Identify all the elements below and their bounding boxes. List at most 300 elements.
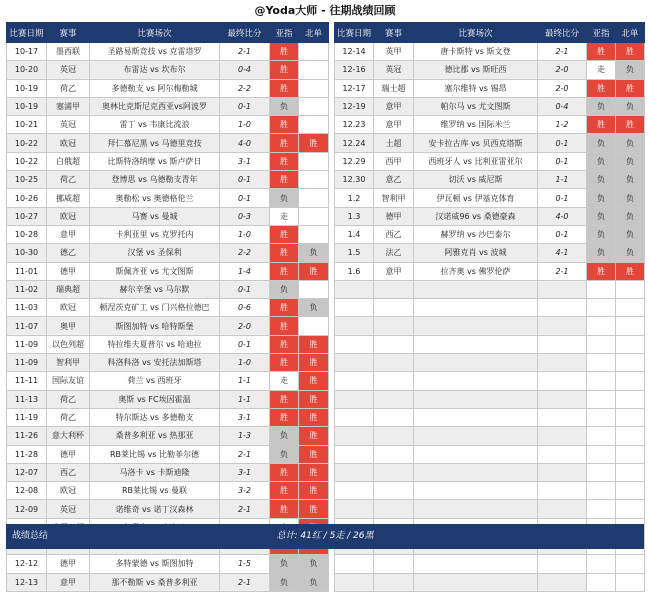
- beidan-result: [616, 317, 645, 335]
- match-name: 切沃 vs 威尼斯: [414, 171, 538, 189]
- final-score: [538, 372, 587, 390]
- asian-handicap-result: 胜: [587, 43, 616, 61]
- table-row: [7, 317, 329, 335]
- league-name: 以色列超: [47, 335, 90, 353]
- beidan-result: 胜: [299, 390, 329, 408]
- beidan-result: [299, 61, 329, 79]
- final-score: 2-2: [220, 244, 270, 262]
- final-score: 4-0: [538, 207, 587, 225]
- league-name: 德甲: [374, 207, 414, 225]
- final-score: 0-6: [220, 299, 270, 317]
- match-date: [335, 390, 374, 408]
- beidan-result: 负: [299, 555, 329, 573]
- match-name: 伊瓦顿 vs 伊基克体育: [414, 189, 538, 207]
- asian-handicap-result: 胜: [270, 171, 299, 189]
- final-score: 0-1: [220, 280, 270, 298]
- asian-handicap-result: 负: [587, 97, 616, 115]
- match-name: 马赛 vs 曼城: [90, 207, 220, 225]
- table-row: [7, 97, 329, 115]
- left-record-table: [6, 22, 329, 592]
- final-score: [538, 317, 587, 335]
- final-score: 2-0: [220, 317, 270, 335]
- asian-handicap-result: 负: [270, 280, 299, 298]
- final-score: 0-1: [220, 97, 270, 115]
- match-date: 12.23: [335, 116, 374, 134]
- match-date: 11-13: [7, 390, 47, 408]
- final-score: [538, 500, 587, 518]
- match-date: 11-09: [7, 354, 47, 372]
- match-name: RB莱比锡 vs 比勒菲尔德: [90, 445, 220, 463]
- asian-handicap-result: 负: [587, 207, 616, 225]
- league-name: 英冠: [47, 61, 90, 79]
- table-row: [335, 390, 645, 408]
- table-row: [7, 427, 329, 445]
- league-name: 意甲: [374, 262, 414, 280]
- table-row: [335, 116, 645, 134]
- final-score: 1-1: [538, 171, 587, 189]
- league-name: [374, 427, 414, 445]
- table-row: [335, 317, 645, 335]
- asian-handicap-result: 胜: [270, 299, 299, 317]
- asian-handicap-result: 胜: [270, 262, 299, 280]
- asian-handicap-result: 负: [587, 134, 616, 152]
- asian-handicap-result: 胜: [587, 116, 616, 134]
- league-name: 欧冠: [47, 482, 90, 500]
- match-name: 拉齐奥 vs 佛罗伦萨: [414, 262, 538, 280]
- table-row: [7, 463, 329, 481]
- table-row: [7, 189, 329, 207]
- summary-bar: [6, 524, 644, 549]
- league-name: 欧冠: [47, 299, 90, 317]
- match-name: 桑普多利亚 vs 热那亚: [90, 427, 220, 445]
- league-name: 欧冠: [47, 207, 90, 225]
- asian-handicap-result: 胜: [270, 335, 299, 353]
- league-name: 德甲: [47, 262, 90, 280]
- table-row: [335, 61, 645, 79]
- league-name: [374, 280, 414, 298]
- match-name: 雷丁 vs 韦康比流浪: [90, 116, 220, 134]
- league-name: 英甲: [374, 43, 414, 61]
- page-title: @Yoda大师 - 往期战绩回顾: [254, 4, 396, 17]
- table-row: [7, 500, 329, 518]
- match-date: 10-19: [7, 79, 47, 97]
- match-date: 11-09: [7, 335, 47, 353]
- final-score: 3-1: [220, 152, 270, 170]
- match-name: 顿涅茨克矿工 vs 门兴格拉德巴: [90, 299, 220, 317]
- asian-handicap-result: 胜: [270, 116, 299, 134]
- asian-handicap-result: 胜: [270, 354, 299, 372]
- match-date: [335, 299, 374, 317]
- match-name: 奥勒松 vs 奥德格伦兰: [90, 189, 220, 207]
- asian-handicap-result: 胜: [270, 152, 299, 170]
- asian-handicap-result: 负: [270, 555, 299, 573]
- match-name: [414, 317, 538, 335]
- final-score: 3-1: [220, 408, 270, 426]
- match-name: [414, 299, 538, 317]
- final-score: 0-4: [538, 97, 587, 115]
- league-name: 瑞士超: [374, 79, 414, 97]
- table-row: [335, 354, 645, 372]
- match-name: 马洛卡 vs 卡斯迪隆: [90, 463, 220, 481]
- final-score: 4-1: [538, 244, 587, 262]
- final-score: 2-1: [220, 573, 270, 591]
- match-date: [335, 317, 374, 335]
- beidan-result: 胜: [299, 500, 329, 518]
- final-score: 3-2: [220, 482, 270, 500]
- match-name: 比斯特洛纳摩 vs 斯卢萨日: [90, 152, 220, 170]
- right-header-row: [335, 23, 645, 43]
- final-score: [538, 280, 587, 298]
- column-header: 赛事: [47, 23, 90, 43]
- table-row: [335, 408, 645, 426]
- match-date: 10-26: [7, 189, 47, 207]
- asian-handicap-result: 负: [270, 189, 299, 207]
- table-row: [7, 445, 329, 463]
- final-score: [538, 427, 587, 445]
- table-row: [335, 280, 645, 298]
- beidan-result: 胜: [299, 445, 329, 463]
- beidan-result: [299, 152, 329, 170]
- asian-handicap-result: [587, 372, 616, 390]
- league-name: [374, 299, 414, 317]
- match-name: [414, 445, 538, 463]
- match-name: 唐卡斯特 vs 斯文登: [414, 43, 538, 61]
- final-score: 1-4: [220, 262, 270, 280]
- match-date: 12-13: [7, 573, 47, 591]
- beidan-result: 胜: [299, 262, 329, 280]
- match-name: 阿雅克肖 vs 波城: [414, 244, 538, 262]
- match-date: 10-30: [7, 244, 47, 262]
- asian-handicap-result: 负: [587, 171, 616, 189]
- table-row: [335, 500, 645, 518]
- beidan-result: [616, 390, 645, 408]
- match-name: 汉诺威96 vs 桑德豪森: [414, 207, 538, 225]
- table-row: [7, 43, 329, 61]
- league-name: [374, 372, 414, 390]
- column-header: 北单: [299, 23, 329, 43]
- match-date: 10-19: [7, 97, 47, 115]
- beidan-result: [299, 207, 329, 225]
- match-name: 多德勒支 vs 阿尔梅勒城: [90, 79, 220, 97]
- match-date: 12-08: [7, 482, 47, 500]
- final-score: 1-1: [220, 390, 270, 408]
- match-name: 帕尔马 vs 尤文图斯: [414, 97, 538, 115]
- league-name: 德甲: [47, 555, 90, 573]
- match-date: 12-14: [335, 43, 374, 61]
- league-name: 英冠: [47, 116, 90, 134]
- league-name: [374, 390, 414, 408]
- table-row: [7, 262, 329, 280]
- league-name: 英冠: [374, 61, 414, 79]
- beidan-result: 胜: [299, 335, 329, 353]
- league-name: 智利甲: [47, 354, 90, 372]
- beidan-result: [299, 116, 329, 134]
- table-row: [7, 482, 329, 500]
- table-row: [335, 43, 645, 61]
- final-score: [538, 299, 587, 317]
- match-date: 12.24: [335, 134, 374, 152]
- asian-handicap-result: 负: [587, 244, 616, 262]
- match-date: 12-07: [7, 463, 47, 481]
- beidan-result: 胜: [616, 79, 645, 97]
- final-score: [538, 463, 587, 481]
- column-header: 最终比分: [220, 23, 270, 43]
- asian-handicap-result: 胜: [270, 79, 299, 97]
- match-date: 1.4: [335, 225, 374, 243]
- asian-handicap-result: [587, 427, 616, 445]
- table-row: [7, 61, 329, 79]
- beidan-result: 负: [616, 189, 645, 207]
- beidan-result: [616, 408, 645, 426]
- table-row: [335, 299, 645, 317]
- match-name: 拜仁慕尼黑 vs 马德里竞技: [90, 134, 220, 152]
- beidan-result: 负: [616, 61, 645, 79]
- match-name: 特拉维夫夏普尔 vs 哈迪拉: [90, 335, 220, 353]
- match-name: 诺维奇 vs 诺丁汉森林: [90, 500, 220, 518]
- final-score: 1-3: [220, 427, 270, 445]
- final-score: 2-1: [220, 500, 270, 518]
- table-row: [335, 225, 645, 243]
- match-name: 赫尔辛堡 vs 马尔默: [90, 280, 220, 298]
- beidan-result: [299, 189, 329, 207]
- asian-handicap-result: 负: [270, 97, 299, 115]
- league-name: 瑞典超: [47, 280, 90, 298]
- match-date: 12.30: [335, 171, 374, 189]
- match-date: [335, 482, 374, 500]
- table-row: [335, 262, 645, 280]
- table-row: [7, 225, 329, 243]
- final-score: 2-0: [538, 79, 587, 97]
- asian-handicap-result: [587, 445, 616, 463]
- asian-handicap-result: 胜: [270, 134, 299, 152]
- match-name: 那不勒斯 vs 桑普多利亚: [90, 573, 220, 591]
- beidan-result: 胜: [299, 372, 329, 390]
- match-date: 10-28: [7, 225, 47, 243]
- match-date: 12-16: [335, 61, 374, 79]
- table-row: [7, 354, 329, 372]
- match-name: 德比郡 vs 斯旺西: [414, 61, 538, 79]
- match-name: 斯佩齐亚 vs 尤文图斯: [90, 262, 220, 280]
- league-name: 荷乙: [47, 79, 90, 97]
- asian-handicap-result: 胜: [270, 390, 299, 408]
- final-score: 1-1: [220, 372, 270, 390]
- table-row: [335, 445, 645, 463]
- table-row: [7, 299, 329, 317]
- league-name: [374, 500, 414, 518]
- league-name: [374, 317, 414, 335]
- table-row: [7, 372, 329, 390]
- beidan-result: 负: [616, 152, 645, 170]
- match-date: 10-22: [7, 152, 47, 170]
- column-header: 亚指: [270, 23, 299, 43]
- beidan-result: [299, 171, 329, 189]
- beidan-result: [299, 317, 329, 335]
- match-date: 11-28: [7, 445, 47, 463]
- table-row: [335, 207, 645, 225]
- match-name: 特尔斯达 vs 多德勒支: [90, 408, 220, 426]
- league-name: 意甲: [47, 573, 90, 591]
- asian-handicap-result: 胜: [270, 61, 299, 79]
- league-name: 荷乙: [47, 390, 90, 408]
- beidan-result: 负: [616, 134, 645, 152]
- match-date: [335, 335, 374, 353]
- match-date: 12-19: [335, 97, 374, 115]
- match-name: [414, 427, 538, 445]
- beidan-result: 胜: [616, 262, 645, 280]
- match-date: 10-20: [7, 61, 47, 79]
- final-score: 2-2: [220, 79, 270, 97]
- table-row: [335, 97, 645, 115]
- match-date: 10-27: [7, 207, 47, 225]
- column-header: 比赛场次: [90, 23, 220, 43]
- final-score: 1-0: [220, 354, 270, 372]
- table-row: [7, 390, 329, 408]
- league-name: 意甲: [374, 116, 414, 134]
- beidan-result: [616, 280, 645, 298]
- asian-handicap-result: 负: [270, 445, 299, 463]
- asian-handicap-result: [587, 280, 616, 298]
- match-name: 多特蒙德 vs 斯图加特: [90, 555, 220, 573]
- beidan-result: 负: [299, 244, 329, 262]
- match-name: [414, 482, 538, 500]
- final-score: 2-1: [220, 43, 270, 61]
- final-score: 2-0: [538, 61, 587, 79]
- final-score: 1-0: [220, 225, 270, 243]
- final-score: [538, 390, 587, 408]
- asian-handicap-result: 胜: [270, 482, 299, 500]
- league-name: 智利甲: [374, 189, 414, 207]
- final-score: 1-0: [220, 116, 270, 134]
- asian-handicap-result: 胜: [270, 225, 299, 243]
- final-score: 0-4: [220, 61, 270, 79]
- column-header: 赛事: [374, 23, 414, 43]
- league-name: [374, 408, 414, 426]
- table-row: [335, 482, 645, 500]
- match-name: 西班牙人 vs 比利亚雷亚尔: [414, 152, 538, 170]
- league-name: 挪威超: [47, 189, 90, 207]
- league-name: 西乙: [47, 463, 90, 481]
- match-date: [335, 408, 374, 426]
- beidan-result: 胜: [299, 427, 329, 445]
- beidan-result: 胜: [616, 43, 645, 61]
- table-row: [335, 189, 645, 207]
- right-record-table: [334, 22, 645, 592]
- league-name: [374, 445, 414, 463]
- league-name: [374, 482, 414, 500]
- table-row: [7, 116, 329, 134]
- asian-handicap-result: [587, 500, 616, 518]
- asian-handicap-result: [587, 317, 616, 335]
- match-date: 12-12: [7, 555, 47, 573]
- match-name: [414, 390, 538, 408]
- column-header: 北单: [616, 23, 645, 43]
- final-score: [538, 335, 587, 353]
- match-name: [414, 500, 538, 518]
- match-date: 11-07: [7, 317, 47, 335]
- final-score: 2-1: [538, 262, 587, 280]
- asian-handicap-result: [587, 408, 616, 426]
- league-name: [374, 573, 414, 591]
- beidan-result: 负: [299, 573, 329, 591]
- table-row: [335, 573, 645, 591]
- match-date: [335, 445, 374, 463]
- beidan-result: [299, 280, 329, 298]
- beidan-result: [616, 354, 645, 372]
- league-name: 塞浦甲: [47, 97, 90, 115]
- beidan-result: 负: [616, 171, 645, 189]
- league-name: 荷乙: [47, 171, 90, 189]
- asian-handicap-result: [587, 299, 616, 317]
- table-row: [335, 335, 645, 353]
- asian-handicap-result: 走: [270, 372, 299, 390]
- league-name: [374, 354, 414, 372]
- league-name: 英冠: [47, 500, 90, 518]
- match-name: [414, 280, 538, 298]
- match-name: 安卡拉古库 vs 贝西克塔斯: [414, 134, 538, 152]
- table-row: [7, 152, 329, 170]
- final-score: 0-1: [220, 335, 270, 353]
- asian-handicap-result: [587, 463, 616, 481]
- beidan-result: [616, 299, 645, 317]
- match-name: [414, 335, 538, 353]
- match-name: 奥林比克斯尼克西亚vs阿波罗: [90, 97, 220, 115]
- table-row: [7, 244, 329, 262]
- final-score: 2-1: [220, 445, 270, 463]
- match-date: 1.3: [335, 207, 374, 225]
- asian-handicap-result: [587, 354, 616, 372]
- final-score: 0-1: [538, 152, 587, 170]
- beidan-result: 负: [616, 244, 645, 262]
- match-date: 12-09: [7, 500, 47, 518]
- league-name: 意大利杯: [47, 427, 90, 445]
- beidan-result: 胜: [616, 116, 645, 134]
- asian-handicap-result: 负: [587, 152, 616, 170]
- table-row: [335, 79, 645, 97]
- table-row: [7, 408, 329, 426]
- match-date: 10-25: [7, 171, 47, 189]
- column-header: 比赛场次: [414, 23, 538, 43]
- table-row: [335, 244, 645, 262]
- table-row: [335, 463, 645, 481]
- match-date: 10-22: [7, 134, 47, 152]
- league-name: 欧冠: [47, 134, 90, 152]
- league-name: 西甲: [374, 152, 414, 170]
- asian-handicap-result: 胜: [270, 500, 299, 518]
- final-score: [538, 573, 587, 591]
- final-score: [538, 354, 587, 372]
- asian-handicap-result: 胜: [270, 408, 299, 426]
- match-date: 11-19: [7, 408, 47, 426]
- match-date: 11-01: [7, 262, 47, 280]
- table-row: [335, 171, 645, 189]
- beidan-result: [616, 482, 645, 500]
- left-header-row: [7, 23, 329, 43]
- final-score: 0-1: [538, 134, 587, 152]
- asian-handicap-result: 胜: [587, 79, 616, 97]
- match-date: 10-17: [7, 43, 47, 61]
- match-name: [414, 463, 538, 481]
- league-name: 白俄超: [47, 152, 90, 170]
- table-row: [7, 573, 329, 591]
- table-row: [7, 335, 329, 353]
- beidan-result: 胜: [299, 463, 329, 481]
- final-score: [538, 482, 587, 500]
- match-name: 科洛科洛 vs 安托法加斯塔: [90, 354, 220, 372]
- asian-handicap-result: 胜: [270, 463, 299, 481]
- asian-handicap-result: 负: [587, 225, 616, 243]
- final-score: 1-5: [220, 555, 270, 573]
- match-name: [414, 408, 538, 426]
